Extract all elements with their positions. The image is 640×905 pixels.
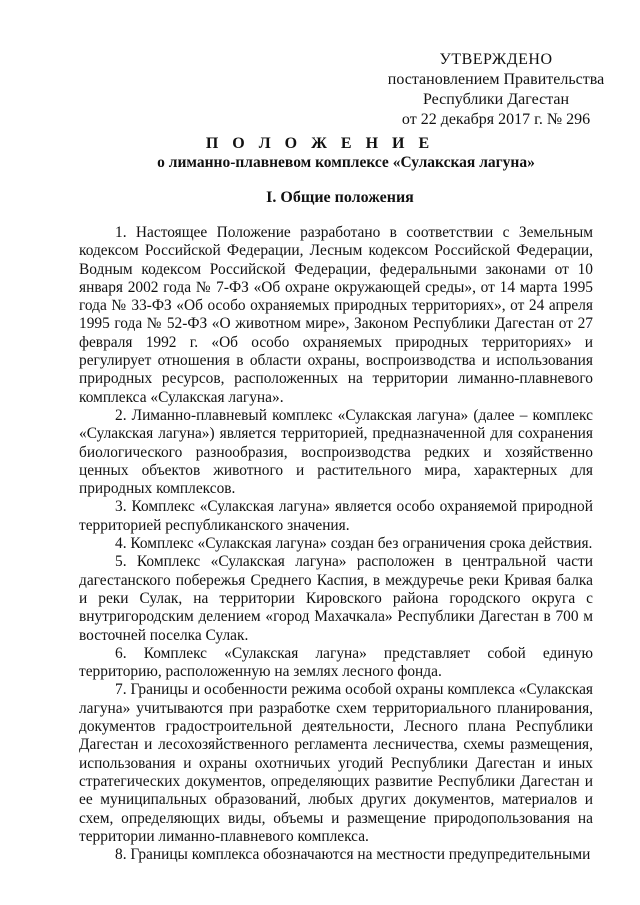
paragraph-6: 6. Комплекс «Сулакская лагуна» представляет собой единую территорию, расположенную на землях лесного фонда. [79, 644, 593, 681]
paragraph-1: 1. Настоящее Положение разработано в соответствии с Земельным кодексом Российской Федерации, Лесным кодексом Российской Федерации, Водным кодексом Российской Федерации, федеральными законами от 10 января 2002 года № 7-ФЗ «Об охране окружающей среды», от 14 марта 1995 года № 33-ФЗ «Об особо охраняемых природных территориях», от 24 апреля 1995 года № 52-ФЗ «О животном мире», Законом Республики Дагестан от 27 февраля 1992 г. «Об особо охраняемых природных территориях» и регулирует отношения в области охраны, воспроизводства и использования природных ресурсов, расположенных на территории лиманно-плавневого комплекса «Сулакская лагуна». [79, 224, 593, 406]
approval-line-2: Республики Дагестан [422, 91, 570, 108]
approval-line-3: от 22 декабря 2017 г. № 296 [401, 111, 591, 128]
approval-stamp [376, 50, 616, 130]
approval-line-1: постановлением Правительства [387, 71, 605, 88]
approval-title: УТВЕРЖДЕНО [439, 51, 553, 68]
document-subtitle: о лиманно-плавневом комплексе «Сулакская лагуна» [157, 154, 535, 171]
section-title: I. Общие положения [266, 189, 414, 206]
document-body [79, 224, 593, 864]
paragraph-8: 8. Границы комплекса обозначаются на местности предупредительными [115, 846, 591, 864]
paragraph-7: 7. Границы и особенности режима особой охраны комплекса «Сулакская лагуна» учитываются при разработке схем территориального планирования, документов градостроительной деятельности, Лесного плана Республики Дагестан и лесохозяйственного регламента лесничества, схемы размещения, использования и охраны охотничьих угодий Республики Дагестан и иных стратегических документов, определяющих развитие Республики Дагестан и ее муниципальных образований, любых других документов, материалов и схем, определяющих виды, объемы и размещение природопользования на территории лиманно-плавневого комплекса. [79, 681, 593, 845]
paragraph-2: 2. Лиманно-плавневый комплекс «Сулакская лагуна» (далее – комплекс «Сулакская лагуна») является территорией, предназначенной для сохранения биологического разнообразия, воспроизводства редких и хозяйственно ценных объектов животного и растительного мира, характерных для природных комплексов. [79, 406, 593, 498]
document-title: П О Л О Ж Е Н И Е [205, 135, 435, 152]
paragraph-3: 3. Комплекс «Сулакская лагуна» является особо охраняемой природной территорией республиканского значения. [79, 498, 593, 534]
paragraph-4: 4. Комплекс «Сулакская лагуна» создан без ограничения срока действия. [115, 535, 593, 553]
paragraph-5: 5. Комплекс «Сулакская лагуна» расположен в центральной части дагестанского побережья Среднего Каспия, в междуречье реки Кривая балка и реки Сулак, на территории Кировского района городского округа с внутригородским делением «город Махачкала» Республики Дагестан в 700 м восточней поселка Сулак. [79, 553, 593, 644]
